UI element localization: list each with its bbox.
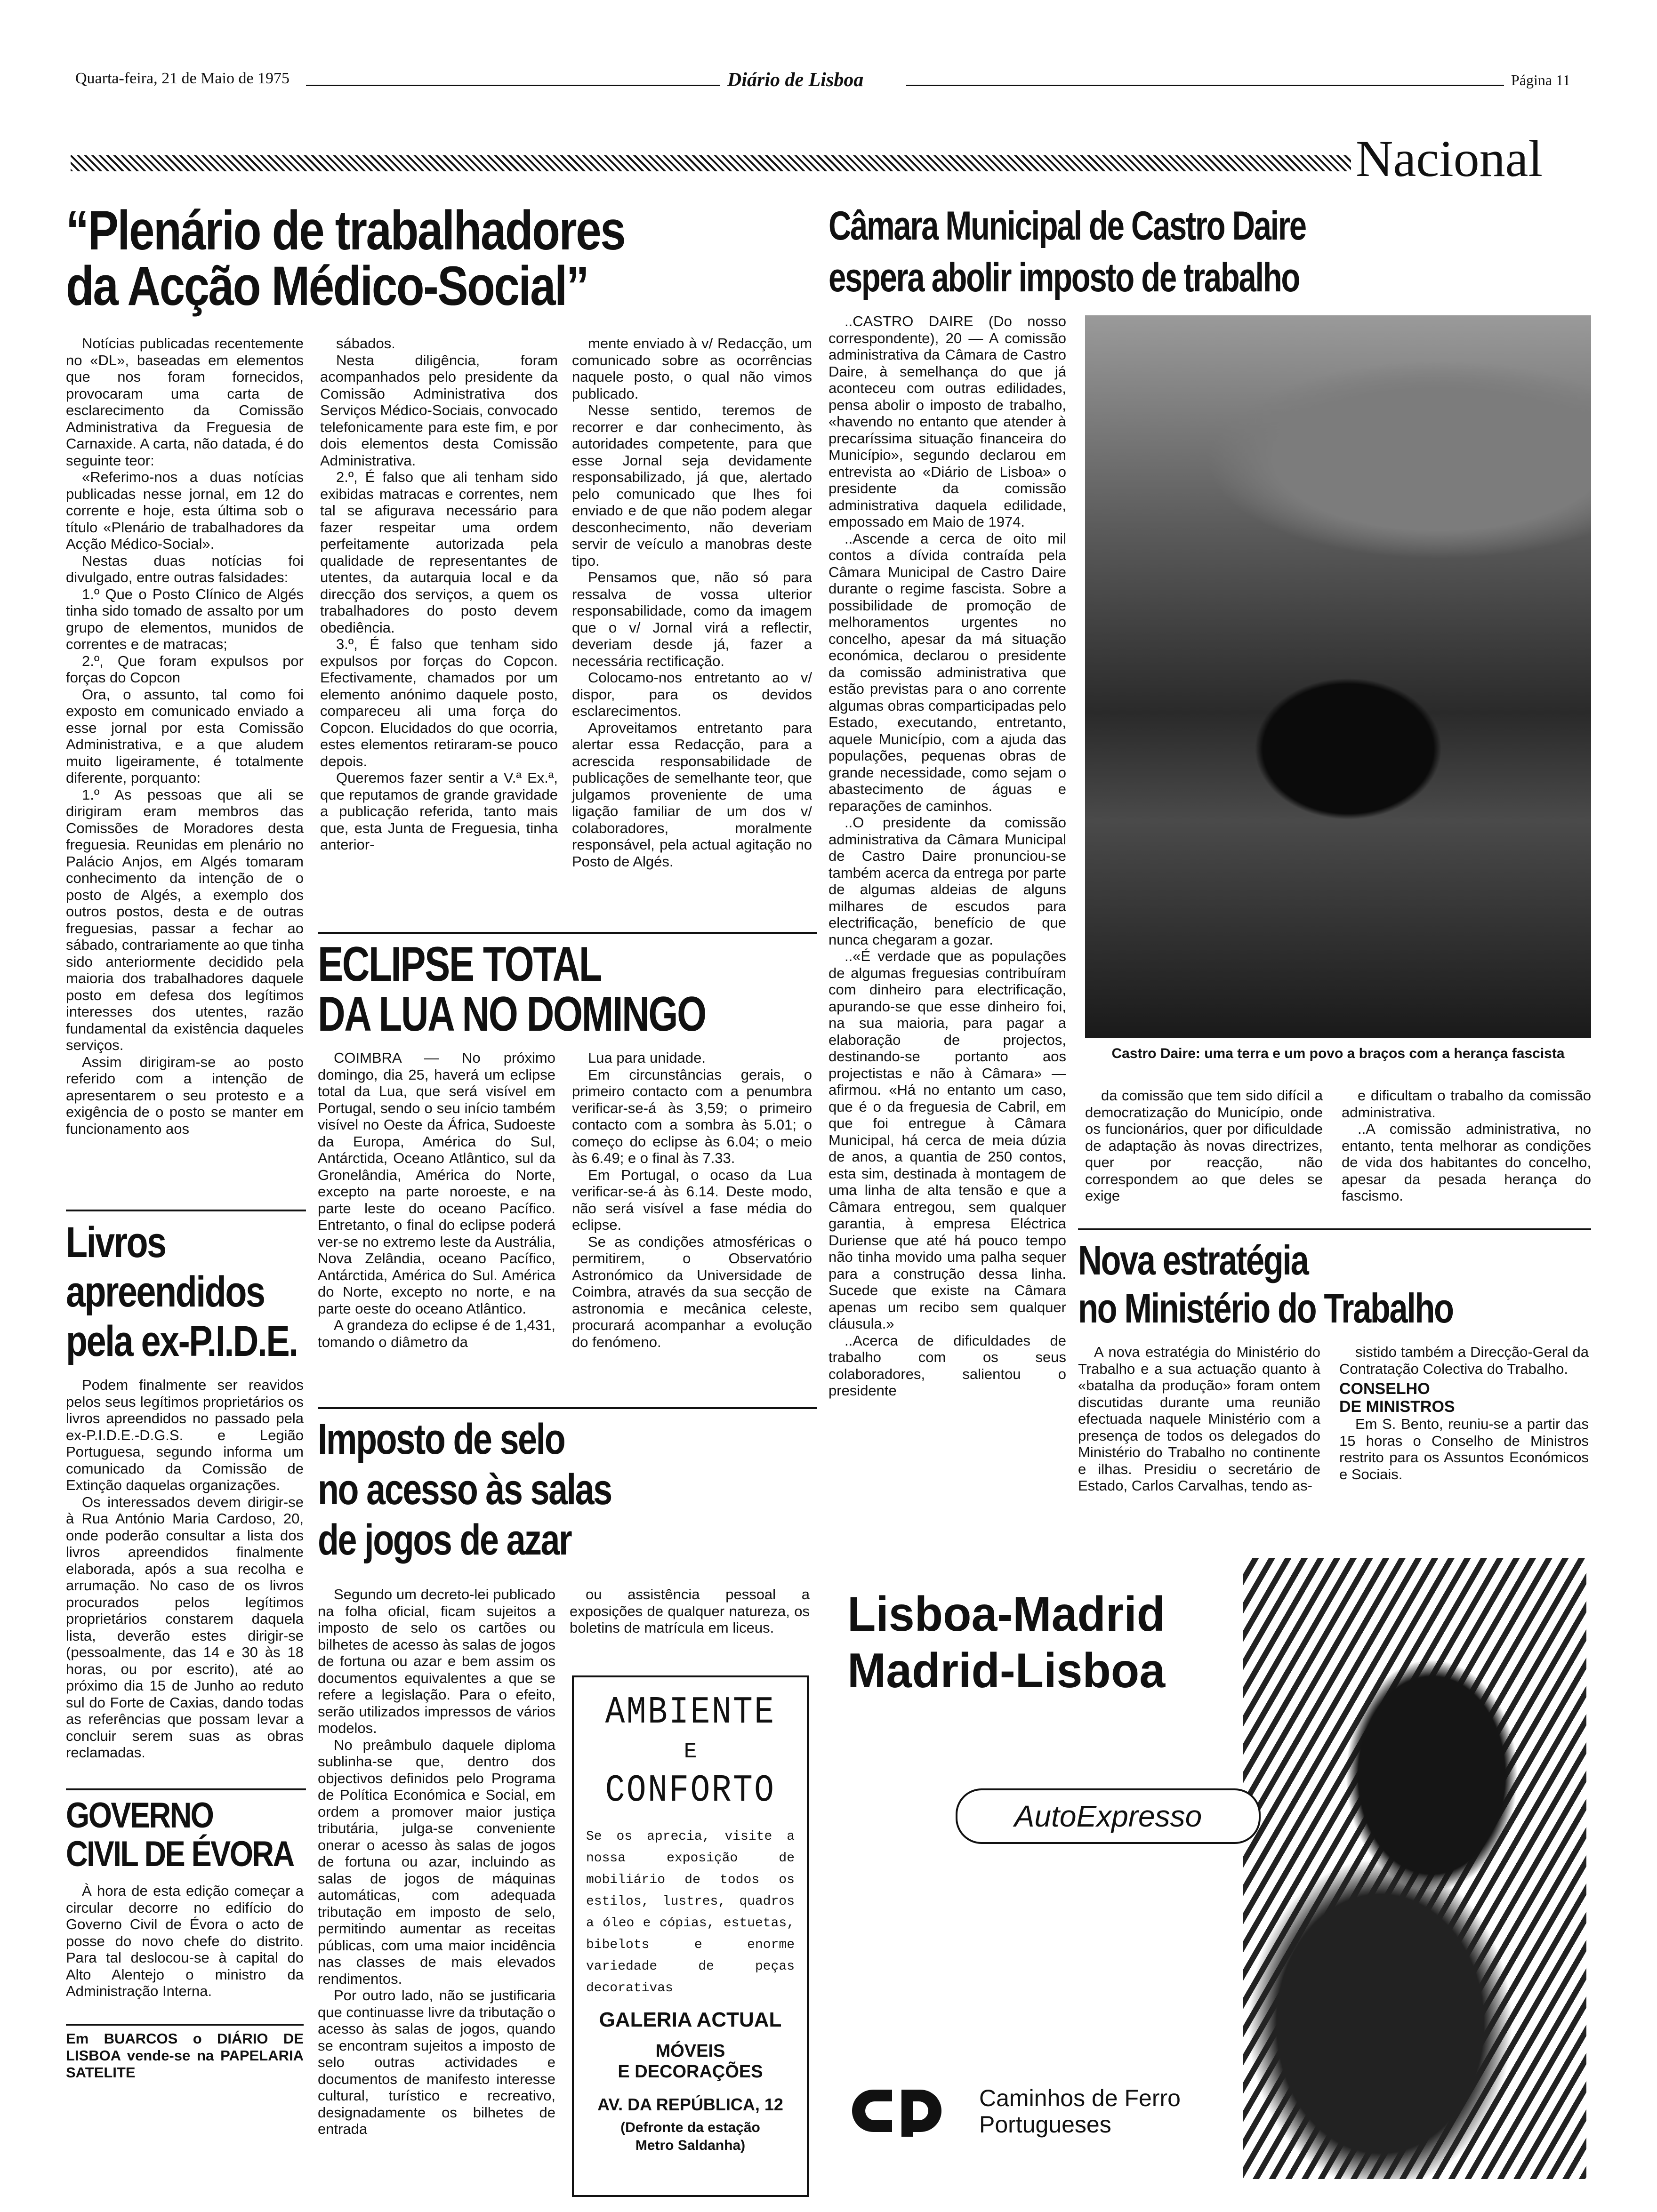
castro-col-right: e dificultam o trabalho da comissão administrativa. ..A comissão administrativa, no entanto, tenta melhorar as condições de vida dos habitantes do concelho, apesar da pesada herança do fascismo.: [1342, 1087, 1591, 1204]
section-bar: [71, 155, 1351, 171]
autoexpresso-text: AutoExpresso: [1014, 1799, 1202, 1833]
imposto-col2: ou assistência pessoal a exposições de qualquer natureza, os boletins de matrícula em liceus.: [570, 1586, 810, 1636]
cp-logo-icon: [847, 2085, 946, 2137]
issue-date: Quarta-feira, 21 de Maio de 1975: [75, 70, 290, 87]
cp-company-line1: Caminhos de Ferro: [979, 2085, 1181, 2111]
gallery-note1: (Defronte da estação: [620, 2120, 760, 2135]
gallery-address: AV. DA REPÚBLICA, 12: [597, 2095, 783, 2114]
buarcos-notice: [66, 2024, 304, 2101]
imposto-headline-line1: Imposto de selo: [318, 1415, 565, 1463]
governo-headline-line1: GOVERNO: [66, 1795, 213, 1835]
masthead-rule-left: [306, 85, 720, 86]
conforto-title: CONFORTO: [605, 1769, 776, 1812]
imposto-article: [318, 1407, 817, 2203]
ambiente-body: Se os apreciа, visite a nossa exposição de mobiliário de todos os estilos, lustres, quadros a óleo e cópias, estuetas, bibelots e enorme variedade de peças decorativas: [586, 1829, 795, 1996]
livros-article: [66, 1210, 311, 1774]
castro-headline-line1: Câmara Municipal de Castro Daire: [828, 203, 1306, 248]
governo-headline-line2: CIVIL DE ÉVORA: [66, 1834, 294, 1874]
plenario-col3: mente enviado à v/ Redacção, um comunicado sobre as ocorrências naquele posto, o qual não vimos publicado. Nesse sentido, teremos de recorrer e dar conhecimento, às autoridades competente, para que esse Jornal seja devidamente responsabilizado, já que, alertado pelo comunicado que lhes foi enviado e de que não podem alegar desconhecimento, não deveriam servir de veículo a manobras deste tipo. Pensamos que, não só para ressalva de vossa ulterior responsabilidade, como da imagem que o v/ Jornal virá a reflectir, deveriam desde já, fazer a necessária rectificação. Colocamo-nos entretanto ao v/ dispor, para os devidos esclarecimentos. Aproveitamos entretanto para alertar essa Redacção, para a acrescida responsabilidade de publicações de semelhante teor, que julgamos proveniente de uma ligação familiar de um dos v/ colaboradores, moralmente responsável, pela actual agitação no Posto de Algés.: [572, 335, 812, 870]
estrategia-col2: [1339, 1344, 1589, 1523]
castro-daire-photo: [1085, 315, 1591, 1038]
conselho-title-line2: DE MINISTROS: [1339, 1398, 1455, 1416]
cp-company-line2: Portugueses: [979, 2111, 1111, 2138]
governo-top-rule: [66, 1788, 306, 1790]
buarcos-text: Em BUARCOS o DIÁRIO DE LISBOA vende-se na PAPELARIA SATELITE: [66, 2030, 304, 2081]
gallery-sub2: E DECORAÇÕES: [618, 2062, 763, 2082]
imposto-col1: Segundo um decreto-lei publicado na folha oficial, ficam sujeitos a imposto de selo os cartões ou bilhetes de acesso às salas de jogos de fortuna ou azar e bem assim os documentos equivalentes a que se refere a legislação. Para o efeito, serão utilizados impressos de vários modelos. No preâmbulo daquele diploma sublinha-se que, dentro dos objectivos definidos pelo Programa de Política Económica e Social, em ordem a promover maior justiça tributária, julga-se conveniente onerar o acesso às salas de jogos de fortuna ou azar, incluindo as salas de jogos de máquinas automáticas, com adequada tributação em imposto de selo, permitindo aumentar as receitas públicas, com uma maior incidência nas classes de mais elevados rendimentos. Por outro lado, não se justificaria que continuasse livre da tributação o acesso às salas de jogos, quando se encontram sujeitos a imposto de selo outras actividades e documentos de manifesto interesse cultural, turístico e recreativo, designadamente os bilhetes de entrada: [318, 1586, 555, 2137]
imposto-top-rule: [318, 1407, 817, 1409]
eclipse-headline-line1: ECLIPSE TOTAL: [318, 937, 602, 992]
eclipse-headline-line2: DA LUA NO DOMINGO: [318, 987, 706, 1042]
estrategia-col2-text: sistido também a Direcção-Geral da Contratação Colectiva do Trabalho.: [1339, 1344, 1589, 1377]
ambiente-conj: E: [684, 1739, 697, 1764]
estrategia-headline-line1: Nova estratégia: [1078, 1237, 1308, 1283]
imposto-headline-line2: no acesso às salas: [318, 1466, 611, 1514]
imposto-headline-line3: de jogos de azar: [318, 1516, 571, 1564]
plenario-headline-line1: “Plenário de trabalhadores: [66, 200, 625, 262]
estrategia-top-rule: [1078, 1228, 1591, 1230]
cp-ad-line2: Madrid-Lisboa: [847, 1643, 1166, 1698]
eclipse-top-rule: [318, 932, 817, 934]
section-title: Nacional: [1356, 130, 1543, 187]
ambiente-title: AMBIENTE: [605, 1691, 776, 1734]
livros-top-rule: [66, 1210, 306, 1211]
estrategia-col1: A nova estratégia do Ministério do Trabalho e a sua actuação quanto à «batalha da produção» foram ontem discutidas durante uma reunião efectuada naquele Ministério com a presença de todos os delegados do Ministério do Trabalho no continente e ilhas. Presidiu o secretário de Estado, Carlos Carvalhas, tendo as-: [1078, 1344, 1320, 1494]
conselho-body: Em S. Bento, reuniu-se a partir das 15 horas o Conselho de Ministros restrito para os Assuntos Económicos e Sociais.: [1339, 1416, 1589, 1483]
newspaper-name: Diário de Lisboa: [727, 69, 864, 91]
livros-headline-line1: Livros: [66, 1218, 166, 1266]
livros-body: Podem finalmente ser reavidos pelos seus legítimos proprietários os livros apreendidos no passado pela ex-P.I.D.E.-D.G.S. e Legião Portuguesa, segundo informa um comunicado da Comissão de Extinção daquelas organizações. Os interessados devem dirigir-se à Rua António Maria Cardoso, 20, onde poderão consultar a lista dos livros apreendidos finalmente elaborada, após a sua recolha e arrumação. No caso de os livros procurados pelos legítimos proprietários constarem daquela lista, deverão estes dirigir-se (pessoalmente, das 14 e 30 às 18 horas, ou por escrito), até ao próximo dia 15 de Junho ao reduto sul do Forte de Caxias, dando todas as referências que possam levar a concluir serem suas as obras reclamadas.: [66, 1377, 304, 1761]
masthead-rule-right: [906, 85, 1504, 86]
castro-headline-line2: espera abolir imposto de trabalho: [828, 255, 1300, 300]
livros-headline-line2: apreendidos: [66, 1268, 265, 1316]
autoexpresso-badge: [956, 1788, 1261, 1844]
livros-headline-line3: pela ex-P.I.D.E.: [66, 1317, 298, 1365]
governo-article: [66, 1788, 311, 2014]
governo-body: À hora de esta edição começar a circular decorre no edifício do Governo Civil de Évora o acto de posse do novo chefe do distrito. Para tal deslocou-se à capital do Alto Alentejo o ministro da Administração Interna.: [66, 1883, 304, 1999]
conselho-title-line1: CONSELHO: [1339, 1380, 1430, 1398]
gallery-sub1: MÓVEIS: [655, 2041, 725, 2061]
cp-ad-line1: Lisboa-Madrid: [847, 1587, 1166, 1642]
eclipse-col1: COIMBRA — No próximo domingo, dia 25, haverá um eclipse total da Lua, que será visível em Portugal, sendo o seu início também visível no Oeste da África, Sudoeste da Europa, América do Sul, Antárctida, Oceano Atlântico, sul da Gronelândia, América do Norte, excepto na parte noroeste, e na parte leste do oceano Pacífico. Entretanto, o final do eclipse poderá ver-se no extremo leste da Austrália, Nova Zelândia, oceano Pacífico, Antárctida, América do Sul. América do Norte, excepto no norte, e na parte oeste do oceano Atlântico. A grandeza do eclipse é de 1,431, tomando o diâmetro da: [318, 1050, 555, 1350]
estrategia-headline-line2: no Ministério do Trabalho: [1078, 1285, 1453, 1331]
plenario-headline-line2: da Acção Médico-Social”: [66, 255, 588, 317]
castro-col-left: ..CASTRO DAIRE (Do nosso correspondente), 20 — A comissão administrativa da Câmara de Castro Daire, à semelhança do que já aconteceu com outras edilidades, pensa abolir o imposto de trabalho, «havendo no entanto que atender à precaríssima situação financeira do Município», segundo declarou em entrevista ao «Diário de Lisboa» o presidente da comissão administrativa daquela edilidade, empossado em Maio de 1974. ..Ascende a cerca de oito mil contos a dívida contraída pela Câmara Municipal de Castro Daire durante o regime fascista. Sobre a possibilidade de promoção de melhoramentos urgentes no concelho, apesar da má situação económica, declarou o presidente da comissão administrativa que estão previstas para o ano corrente algumas obras comparticipadas pelo Estado, executando, entretanto, aquele Município, com a ajuda das populações, pequenas obras de grande necessidade, como sejam o abastecimento de águas e reparações de caminhos. ..O presidente da comissão administrativa da Câmara Municipal de Castro Daire pronunciou-se também acerca da entrega por parte de algumas aldeias de alguns milhares de escudos para electrificação, benefício de que nunca chegaram a gozar. ..«É verdade que as populações de algumas freguesias contribuíram com dinheiro para electrificação, apurando-se que esse dinheiro foi, na sua maioria, para pagar a elaboração de projectos, destinando-se portanto aos projectistas e não à Câmara» — afirmou. «Há no entanto um caso, que é o da freguesia de Cabril, em que foi entregue à Câmara Municipal, há cerca de meia dúzia de anos, a quantia de 250 contos, esta sim, destinada à montagem de uma linha de alta tensão e que a Câmara entregou, sem qualquer garantia, à empresa Eléctrica Duriense que até há pouco tempo não tinha movido uma palha sequer para a construção dessa linha. Sucede que existe na Câmara apenas um recibo sem qualquer cláusula.» ..Acerca de dificuldades de trabalho com os seus colaboradores, salientou o presidente: [828, 313, 1066, 1399]
plenario-col1: Notícias publicadas recentemente no «DL», baseadas em elementos que nos foram fornecidos, provocaram uma carta de esclarecimento da Comissão Administrativa da Freguesia de Carnaxide. A carta, não datada, é do seguinte teor: «Referimo-nos a duas notícias publicadas nesse jornal, em 12 do corrente e hoje, esta última sob o título «Plenário de trabalhadores da Acção Médico-Social». Nestas duas notícias foi divulgado, entre outras falsidades: 1.º Que o Posto Clínico de Algés tinha sido tomado de assalto por um grupo de elementos, munidos de correntes e de matracas; 2.º, Que foram expulsos por forças do Copcon Ora, o assunto, tal como foi exposto em comunicado enviado a esse jornal por esta Comissão Administrativa, e a que aludem muito ligeiramente, é totalmente diferente, porquanto: 1.º As pessoas que ali se dirigiram eram membros das Comissões de Moradores desta freguesia. Reunidas em plenário no Palácio Anjos, em Algés tomaram conhecimento da intenção de o posto de Algés, a exemplo dos outros postos, desta e de outras freguesias, passar a fechar ao sábado, contrariamente ao que tinha sido anteriormente decidido pela maioria dos trabalhadores daquele posto em defesa dos legítimos interesses dos utentes, razão fundamental da existência daqueles serviços. Assim dirigiram-se ao posto referido com a intenção de apresentarem o seu protesto e a exigência de o posto se manter em funcionamento aos: [66, 335, 304, 1137]
castro-col-mid: da comissão que tem sido difícil a democratização do Município, onde os funcionários, quer por dificuldade de adaptação às novas directrizes, quer por reacção, não correspondem ao que deles se exige: [1085, 1087, 1323, 1204]
gallery-name: GALERIA ACTUAL: [599, 2008, 782, 2031]
estrategia-article: [1078, 1228, 1591, 1530]
statue-image: [1243, 1558, 1586, 2179]
page-number: Página 11: [1511, 72, 1570, 88]
eclipse-col2: Lua para unidade. Em circunstâncias gerais, o primeiro contacto com a penumbra verificar-se-á às 3,59; o primeiro contacto com a sombra às 5.01; o começo do eclipse às 6.04; o meio às 6.49; e o final às 7.33. Em Portugal, o ocaso da Lua verificar-se-á às 6.14. Deste modo, não será visível a fase média do eclipse. Se as condições atmosféricas o permitirem, o Observatório Astronómico da Universidade de Coimbra, através da sua secção de astronomia e mecânica celeste, procurará acompanhar a evolução do fenómeno.: [572, 1050, 812, 1350]
eclipse-article: [318, 932, 817, 1403]
photo-caption: Castro Daire: uma terra e um povo a braços com a herança fascista: [1111, 1046, 1565, 1061]
gallery-note2: Metro Saldanha): [635, 2138, 746, 2153]
plenario-col2: sábados. Nesta diligência, foram acompanhados pelo presidente da Comissão Administrativa dos Serviços Médico-Sociais, convocado telefonicamente para este fim, e por dois elementos desta Comissão Administrativa. 2.º, É falso que ali tenham sido exibidas matracas e correntes, nem tal se afigurava necessário para fazer respeitar uma ordem perfeitamente autorizada pela qualidade de representantes de utentes, da autarquia local e da direcção dos serviços, a quem os trabalhadores do posto devem obediência. 3.º, É falso que tenham sido expulsos por forças do Copcon. Efectivamente, chamados por um elemento anónimo daquele posto, compareceu ali uma força do Copcon. Elucidados do que ocorria, estes elementos retiraram-se pouco depois. Queremos fazer sentir a V.ª Ex.ª, que reputamos de grande gravidade a publicação referida, tanto mais que, esta Junta de Freguesia, tinha anterior-: [320, 335, 558, 853]
ambiente-ad: [572, 1675, 809, 2197]
cp-ad: [843, 1548, 1596, 2198]
